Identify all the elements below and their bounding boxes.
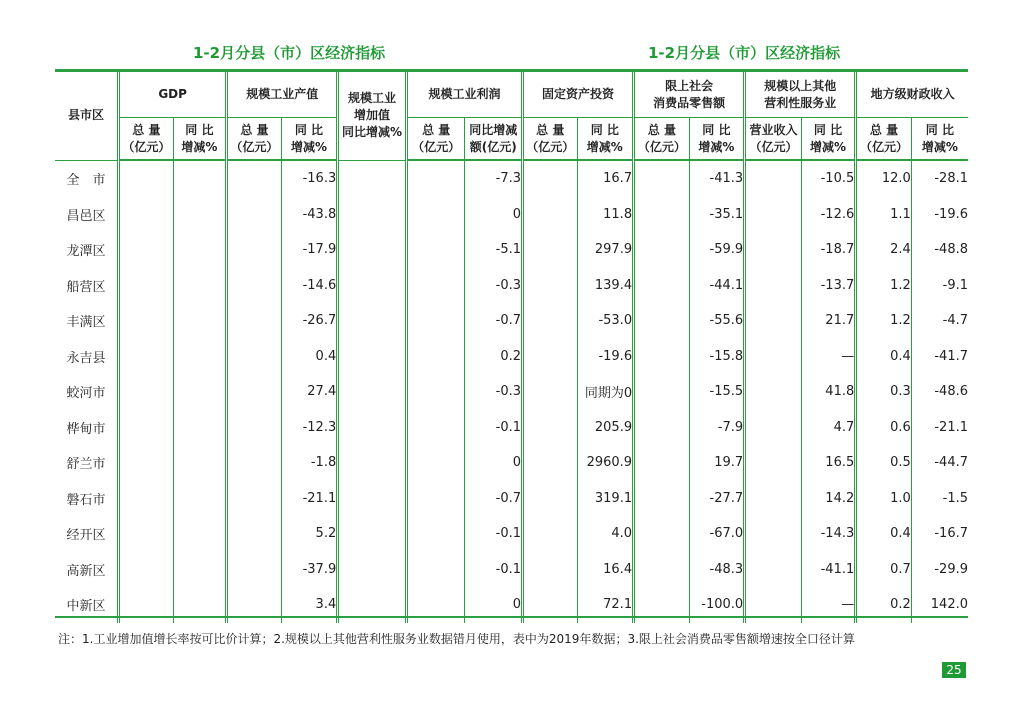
- fiscal-yoy-cell: -19.6: [911, 197, 968, 233]
- invest-yoy-cell: 4.0: [577, 516, 634, 552]
- service-yoy-cell: 4.7: [801, 410, 856, 446]
- output-total-cell: [227, 481, 282, 517]
- gdp-yoy-cell: [173, 160, 227, 197]
- added-value-yoy-cell: [338, 445, 407, 481]
- profit-total-cell: [406, 232, 465, 268]
- gdp-total-cell: [119, 197, 174, 233]
- profit-yoy-cell: 0: [465, 445, 523, 481]
- invest-yoy-cell: 72.1: [577, 587, 634, 623]
- profit-total-cell: [406, 516, 465, 552]
- header-service-industry: 规模以上其他 营利性服务业: [745, 72, 856, 118]
- table-row: [55, 410, 968, 446]
- fiscal-yoy-cell: -29.9: [911, 552, 968, 588]
- invest-yoy-cell: 297.9: [577, 232, 634, 268]
- table-row: [55, 445, 968, 481]
- header-fixed-investment: 固定资产投资: [523, 72, 634, 118]
- fiscal-yoy-cell: 142.0: [911, 587, 968, 623]
- region-cell: 高新区: [66, 563, 106, 579]
- footnote: 注：1.工业增加值增长率按可比价计算；2.规模以上其他营利性服务业数据错月使用，表中为2019年数据；3.限上社会消费品零售额增速按全口径计算: [58, 632, 855, 646]
- invest-yoy-cell: 11.8: [577, 197, 634, 233]
- output-yoy-cell: 3.4: [281, 587, 338, 623]
- output-total-cell: [227, 232, 282, 268]
- output-total-cell: [227, 160, 282, 197]
- output-yoy-cell: 0.4: [281, 339, 338, 375]
- invest-yoy-cell: 319.1: [577, 481, 634, 517]
- gdp-yoy-cell: [173, 268, 227, 304]
- gdp-yoy-cell: [173, 410, 227, 446]
- service-yoy-cell: 41.8: [801, 374, 856, 410]
- retail-total-cell: [634, 410, 690, 446]
- retail-total-cell: [634, 160, 690, 197]
- header-retail-sales: 限上社会 消费品零售额: [634, 72, 745, 118]
- header-industrial-profit: 规模工业利润: [406, 72, 522, 118]
- fiscal-total-cell: 1.2: [856, 268, 912, 304]
- output-yoy-cell: -17.9: [281, 232, 338, 268]
- table-row: [55, 552, 968, 588]
- retail-yoy-cell: -7.9: [689, 410, 745, 446]
- table-row: [55, 232, 968, 268]
- added-value-yoy-cell: [338, 303, 407, 339]
- table-row: [55, 197, 968, 233]
- region-cell: 桦甸市: [66, 421, 106, 437]
- added-value-yoy-cell: [338, 339, 407, 375]
- fiscal-yoy-cell: -44.7: [911, 445, 968, 481]
- gdp-total-cell: [119, 481, 174, 517]
- subheader-service-revenue: 营业收入 （亿元）: [745, 118, 802, 161]
- invest-total-cell: [523, 481, 578, 517]
- output-yoy-cell: 27.4: [281, 374, 338, 410]
- fiscal-total-cell: 0.3: [856, 374, 912, 410]
- invest-total-cell: [523, 445, 578, 481]
- fiscal-total-cell: 1.2: [856, 303, 912, 339]
- profit-yoy-cell: -0.7: [465, 303, 523, 339]
- fiscal-yoy-cell: -28.1: [911, 160, 968, 197]
- service-revenue-cell: [745, 445, 802, 481]
- service-revenue-cell: [745, 268, 802, 304]
- fiscal-yoy-cell: -1.5: [911, 481, 968, 517]
- service-revenue-cell: [745, 197, 802, 233]
- retail-yoy-cell: 19.7: [689, 445, 745, 481]
- table-bottom-rule: [55, 616, 968, 618]
- service-yoy-cell: —: [801, 587, 856, 623]
- subheader-service-yoy: 同 比 增减%: [801, 118, 856, 161]
- table-row: [55, 160, 968, 197]
- service-revenue-cell: [745, 303, 802, 339]
- profit-yoy-cell: -0.1: [465, 410, 523, 446]
- table-row: [55, 303, 968, 339]
- gdp-total-cell: [119, 552, 174, 588]
- retail-yoy-cell: -27.7: [689, 481, 745, 517]
- invest-total-cell: [523, 374, 578, 410]
- region-cell: 磐石市: [66, 492, 106, 508]
- output-total-cell: [227, 339, 282, 375]
- gdp-total-cell: [119, 445, 174, 481]
- retail-yoy-cell: -15.5: [689, 374, 745, 410]
- service-yoy-cell: —: [801, 339, 856, 375]
- retail-total-cell: [634, 303, 690, 339]
- output-yoy-cell: 5.2: [281, 516, 338, 552]
- gdp-yoy-cell: [173, 445, 227, 481]
- service-revenue-cell: [745, 552, 802, 588]
- invest-yoy-cell: -53.0: [577, 303, 634, 339]
- retail-yoy-cell: -55.6: [689, 303, 745, 339]
- service-revenue-cell: [745, 160, 802, 197]
- header-fiscal-revenue: 地方级财政收入: [856, 72, 968, 118]
- retail-total-cell: [634, 339, 690, 375]
- output-total-cell: [227, 374, 282, 410]
- gdp-yoy-cell: [173, 303, 227, 339]
- gdp-yoy-cell: [173, 374, 227, 410]
- region-cell: 中新区: [66, 599, 106, 615]
- profit-total-cell: [406, 303, 465, 339]
- added-value-yoy-cell: [338, 552, 407, 588]
- header-gdp: GDP: [119, 72, 227, 118]
- fiscal-total-cell: 12.0: [856, 160, 912, 197]
- retail-yoy-cell: -67.0: [689, 516, 745, 552]
- profit-yoy-cell: 0: [465, 197, 523, 233]
- profit-total-cell: [406, 268, 465, 304]
- output-yoy-cell: -37.9: [281, 552, 338, 588]
- table-row: [55, 374, 968, 410]
- retail-total-cell: [634, 374, 690, 410]
- fiscal-total-cell: 0.5: [856, 445, 912, 481]
- invest-total-cell: [523, 552, 578, 588]
- output-yoy-cell: -16.3: [281, 160, 338, 197]
- output-yoy-cell: -21.1: [281, 481, 338, 517]
- service-yoy-cell: -12.6: [801, 197, 856, 233]
- invest-yoy-cell: 2960.9: [577, 445, 634, 481]
- retail-yoy-cell: -41.3: [689, 160, 745, 197]
- invest-yoy-cell: 139.4: [577, 268, 634, 304]
- profit-total-cell: [406, 410, 465, 446]
- region-cell: 船营区: [66, 279, 106, 295]
- profit-yoy-cell: -0.3: [465, 374, 523, 410]
- invest-total-cell: [523, 232, 578, 268]
- profit-total-cell: [406, 160, 465, 197]
- gdp-total-cell: [119, 268, 174, 304]
- profit-total-cell: [406, 445, 465, 481]
- gdp-total-cell: [119, 232, 174, 268]
- output-total-cell: [227, 410, 282, 446]
- service-yoy-cell: 16.5: [801, 445, 856, 481]
- fiscal-yoy-cell: -48.6: [911, 374, 968, 410]
- service-revenue-cell: [745, 410, 802, 446]
- fiscal-total-cell: 0.2: [856, 587, 912, 623]
- subheader-fiscal-total: 总 量 （亿元）: [856, 118, 912, 161]
- output-total-cell: [227, 552, 282, 588]
- retail-total-cell: [634, 268, 690, 304]
- subheader-gdp-yoy: 同 比 增减%: [173, 118, 227, 161]
- gdp-yoy-cell: [173, 481, 227, 517]
- invest-yoy-cell: 同期为0: [577, 374, 634, 410]
- profit-yoy-cell: 0: [465, 587, 523, 623]
- subheader-profit-yoy-amount: 同比增减 额(亿元): [465, 118, 523, 161]
- profit-total-cell: [406, 481, 465, 517]
- fiscal-total-cell: 0.7: [856, 552, 912, 588]
- table-row: [55, 516, 968, 552]
- subheader-invest-total: 总 量 （亿元）: [523, 118, 578, 161]
- region-cell: 龙潭区: [66, 244, 106, 260]
- output-total-cell: [227, 197, 282, 233]
- invest-total-cell: [523, 197, 578, 233]
- header-region: 县市区: [55, 72, 119, 160]
- subheader-profit-total: 总 量 （亿元）: [406, 118, 465, 161]
- service-yoy-cell: -18.7: [801, 232, 856, 268]
- gdp-yoy-cell: [173, 552, 227, 588]
- header-industrial-added-value: 规模工业 增加值 同比增减%: [338, 72, 407, 160]
- subheader-output-yoy: 同 比 增减%: [281, 118, 338, 161]
- service-yoy-cell: 21.7: [801, 303, 856, 339]
- invest-yoy-cell: 16.4: [577, 552, 634, 588]
- invest-yoy-cell: 205.9: [577, 410, 634, 446]
- gdp-yoy-cell: [173, 516, 227, 552]
- profit-total-cell: [406, 374, 465, 410]
- added-value-yoy-cell: [338, 374, 407, 410]
- region-cell: 永吉县: [66, 350, 106, 366]
- service-revenue-cell: [745, 232, 802, 268]
- invest-total-cell: [523, 160, 578, 197]
- retail-yoy-cell: -100.0: [689, 587, 745, 623]
- output-yoy-cell: -26.7: [281, 303, 338, 339]
- page-number: 25: [942, 662, 966, 678]
- profit-yoy-cell: -0.3: [465, 268, 523, 304]
- gdp-total-cell: [119, 516, 174, 552]
- retail-total-cell: [634, 552, 690, 588]
- added-value-yoy-cell: [338, 268, 407, 304]
- subheader-retail-yoy: 同 比 增减%: [689, 118, 745, 161]
- profit-yoy-cell: -0.7: [465, 481, 523, 517]
- invest-total-cell: [523, 303, 578, 339]
- output-yoy-cell: -1.8: [281, 445, 338, 481]
- fiscal-total-cell: 2.4: [856, 232, 912, 268]
- service-yoy-cell: -41.1: [801, 552, 856, 588]
- invest-total-cell: [523, 516, 578, 552]
- page-title-left: 1-2月分县（市）区经济指标: [193, 44, 386, 62]
- gdp-total-cell: [119, 410, 174, 446]
- retail-total-cell: [634, 481, 690, 517]
- subheader-gdp-total: 总 量 （亿元）: [119, 118, 174, 161]
- fiscal-total-cell: 1.1: [856, 197, 912, 233]
- region-cell: 昌邑区: [66, 208, 106, 224]
- gdp-yoy-cell: [173, 339, 227, 375]
- region-cell: 经开区: [66, 528, 106, 544]
- gdp-yoy-cell: [173, 232, 227, 268]
- region-cell: 全 市: [66, 173, 106, 188]
- service-revenue-cell: [745, 516, 802, 552]
- subheader-retail-total: 总 量 （亿元）: [634, 118, 690, 161]
- fiscal-total-cell: 0.4: [856, 516, 912, 552]
- output-total-cell: [227, 445, 282, 481]
- added-value-yoy-cell: [338, 197, 407, 233]
- profit-yoy-cell: -7.3: [465, 160, 523, 197]
- page-title-right: 1-2月分县（市）区经济指标: [648, 44, 841, 62]
- fiscal-yoy-cell: -21.1: [911, 410, 968, 446]
- added-value-yoy-cell: [338, 232, 407, 268]
- gdp-total-cell: [119, 303, 174, 339]
- added-value-yoy-cell: [338, 160, 407, 197]
- profit-yoy-cell: 0.2: [465, 339, 523, 375]
- invest-total-cell: [523, 410, 578, 446]
- retail-yoy-cell: -44.1: [689, 268, 745, 304]
- retail-total-cell: [634, 445, 690, 481]
- gdp-total-cell: [119, 160, 174, 197]
- subheader-invest-yoy: 同 比 增减%: [577, 118, 634, 161]
- economic-indicators-table: [55, 72, 968, 623]
- subheader-output-total: 总 量 （亿元）: [227, 118, 282, 161]
- region-cell: 蛟河市: [66, 386, 106, 402]
- retail-total-cell: [634, 232, 690, 268]
- fiscal-total-cell: 0.4: [856, 339, 912, 375]
- invest-yoy-cell: -19.6: [577, 339, 634, 375]
- output-total-cell: [227, 268, 282, 304]
- fiscal-yoy-cell: -4.7: [911, 303, 968, 339]
- profit-total-cell: [406, 197, 465, 233]
- fiscal-total-cell: 0.6: [856, 410, 912, 446]
- header-industrial-output: 规模工业产值: [227, 72, 338, 118]
- invest-total-cell: [523, 268, 578, 304]
- retail-total-cell: [634, 516, 690, 552]
- invest-yoy-cell: 16.7: [577, 160, 634, 197]
- retail-yoy-cell: -15.8: [689, 339, 745, 375]
- invest-total-cell: [523, 339, 578, 375]
- profit-yoy-cell: -0.1: [465, 552, 523, 588]
- added-value-yoy-cell: [338, 516, 407, 552]
- region-cell: 丰满区: [66, 315, 106, 331]
- gdp-yoy-cell: [173, 197, 227, 233]
- service-yoy-cell: -13.7: [801, 268, 856, 304]
- added-value-yoy-cell: [338, 410, 407, 446]
- service-revenue-cell: [745, 374, 802, 410]
- retail-yoy-cell: -48.3: [689, 552, 745, 588]
- table-row: [55, 339, 968, 375]
- fiscal-total-cell: 1.0: [856, 481, 912, 517]
- output-yoy-cell: -14.6: [281, 268, 338, 304]
- gdp-total-cell: [119, 339, 174, 375]
- retail-total-cell: [634, 197, 690, 233]
- profit-yoy-cell: -0.1: [465, 516, 523, 552]
- added-value-yoy-cell: [338, 481, 407, 517]
- profit-total-cell: [406, 552, 465, 588]
- profit-yoy-cell: -5.1: [465, 232, 523, 268]
- table-row: [55, 481, 968, 517]
- fiscal-yoy-cell: -41.7: [911, 339, 968, 375]
- service-revenue-cell: [745, 481, 802, 517]
- output-yoy-cell: -12.3: [281, 410, 338, 446]
- service-yoy-cell: 14.2: [801, 481, 856, 517]
- fiscal-yoy-cell: -16.7: [911, 516, 968, 552]
- fiscal-yoy-cell: -48.8: [911, 232, 968, 268]
- table-row: [55, 268, 968, 304]
- gdp-total-cell: [119, 374, 174, 410]
- profit-total-cell: [406, 339, 465, 375]
- service-yoy-cell: -14.3: [801, 516, 856, 552]
- retail-yoy-cell: -35.1: [689, 197, 745, 233]
- retail-yoy-cell: -59.9: [689, 232, 745, 268]
- output-yoy-cell: -43.8: [281, 197, 338, 233]
- fiscal-yoy-cell: -9.1: [911, 268, 968, 304]
- region-cell: 舒兰市: [66, 457, 106, 473]
- output-total-cell: [227, 516, 282, 552]
- service-yoy-cell: -10.5: [801, 160, 856, 197]
- service-revenue-cell: [745, 339, 802, 375]
- subheader-fiscal-yoy: 同 比 增减%: [911, 118, 968, 161]
- output-total-cell: [227, 303, 282, 339]
